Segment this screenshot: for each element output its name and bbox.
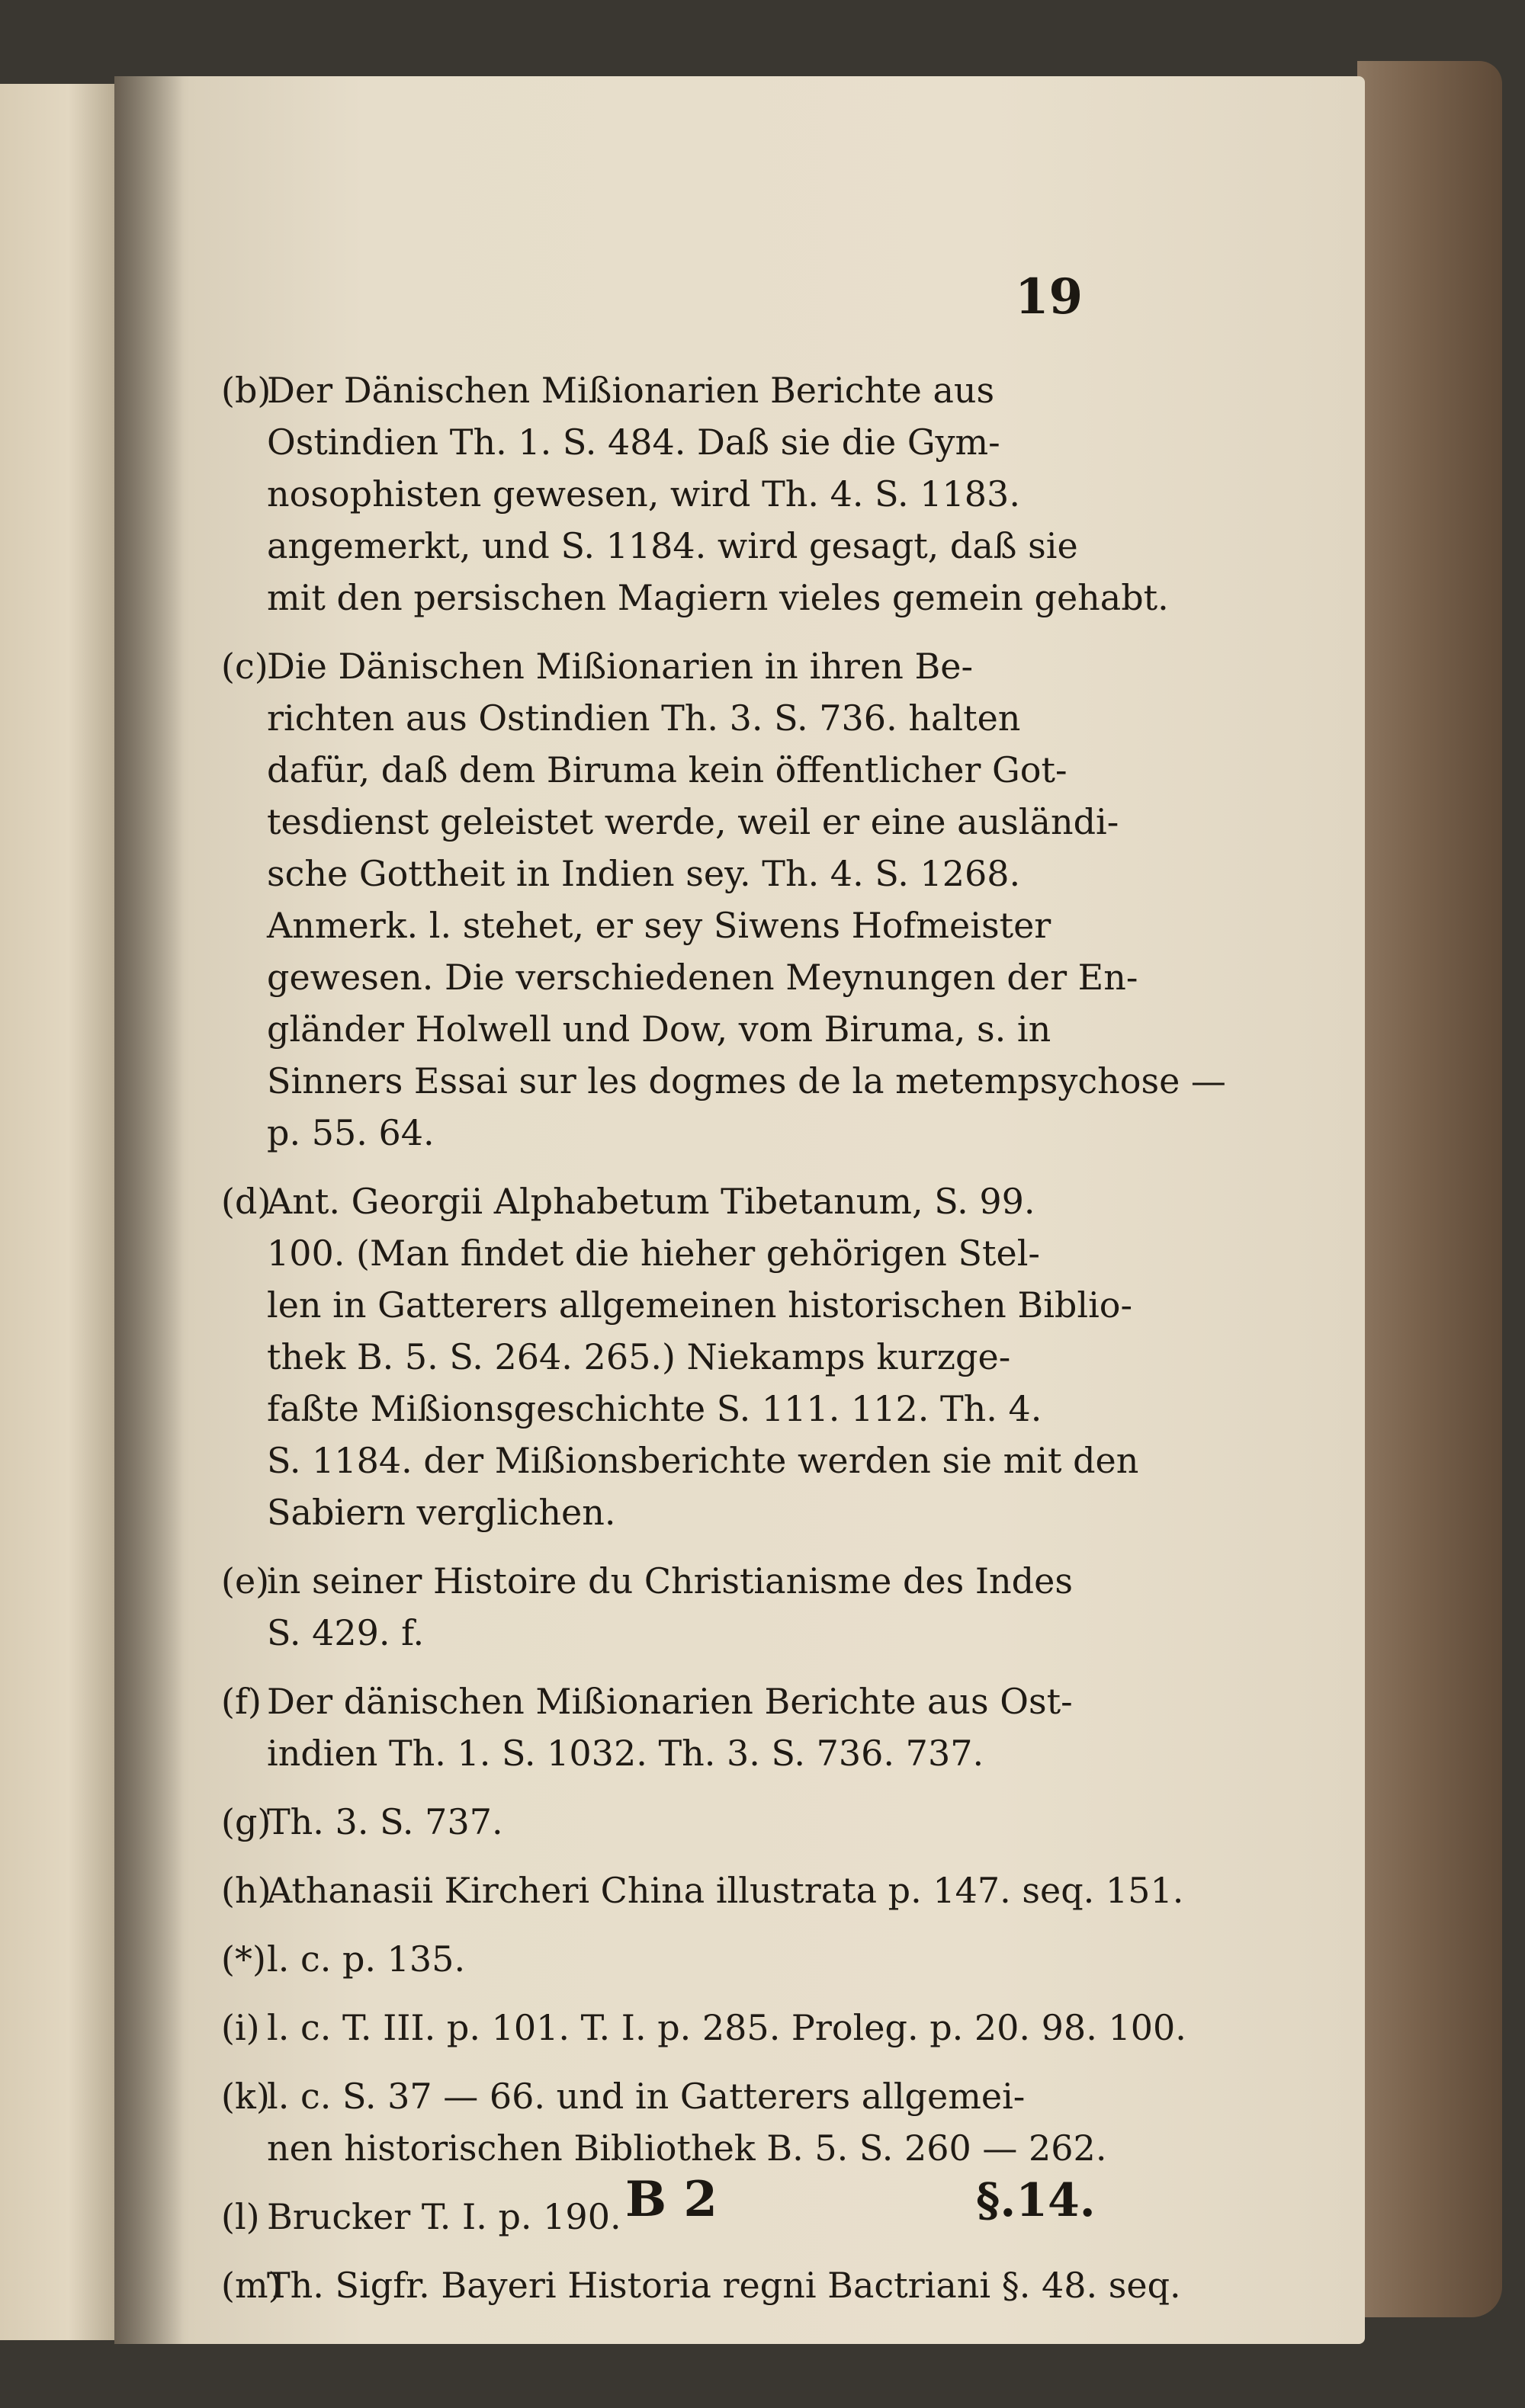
footnote-line: Th. Sigfr. Bayeri Historia regni Bactriani §. 48. seq. (267, 2265, 1181, 2306)
footnote-line: faßte Mißionsgeschichte S. 111. 112. Th. 4. (267, 1388, 1042, 1429)
footnote-mark: (f) (221, 1681, 262, 1722)
gutter-shadow (114, 76, 183, 2344)
footnote-line: Athanasii Kircheri China illustrata p. 147. seq. 151. (267, 1870, 1184, 1911)
footnote-line: mit den persischen Magiern vieles gemein gehabt. (267, 577, 1169, 618)
footnote-line: nosophisten gewesen, wird Th. 4. S. 1183. (267, 473, 1020, 515)
footnotes (221, 364, 1226, 2328)
footnote-mark: (k) (221, 2076, 270, 2117)
footnote-line: gewesen. Die verschiedenen Meynungen der En- (267, 957, 1138, 998)
footnote-mark: (g) (221, 1801, 271, 1842)
footnote-line: S. 429. f. (267, 1612, 425, 1653)
previous-page-edge (0, 84, 114, 2340)
footnote-line: indien Th. 1. S. 1032. Th. 3. S. 736. 737. (267, 1733, 984, 1774)
footnote-line: Ant. Georgii Alphabetum Tibetanum, S. 99. (267, 1181, 1035, 1222)
footnote (221, 2070, 1107, 2174)
footnote-line: Die Dänischen Mißionarien in ihren Be- (267, 646, 974, 687)
footnote-line: nen historischen Bibliothek B. 5. S. 260 — 262. (267, 2127, 1107, 2169)
catchword: §.14. (976, 2174, 1096, 2227)
book-edge (1357, 61, 1502, 2317)
footnote (221, 2259, 1181, 2311)
footnote-line: Der Dänischen Mißionarien Berichte aus (267, 370, 995, 411)
footnote-line: Brucker T. I. p. 190. (267, 2196, 621, 2237)
footnote-line: Anmerk. l. stehet, er sey Siwens Hofmeister (267, 905, 1051, 946)
footnote-line: S. 1184. der Mißionsberichte werden sie mit den (267, 1440, 1139, 1481)
footnote-line: Der dänischen Mißionarien Berichte aus Ost- (267, 1681, 1073, 1722)
footnote-line: 100. (Man findet die hieher gehörigen Stel- (267, 1233, 1040, 1274)
footnote-line: l. c. S. 37 — 66. und in Gatterers allgemei- (267, 2076, 1026, 2117)
footnote-line: tesdienst geleistet werde, weil er eine ausländi- (267, 801, 1119, 842)
footnote-line: thek B. 5. S. 264. 265.) Niekamps kurzge- (267, 1336, 1011, 1377)
footnote (221, 1796, 1075, 1848)
footnote-line: Sabiern verglichen. (267, 1492, 616, 1533)
footnote (221, 1933, 1075, 1985)
footnote-line: sche Gottheit in Indien sey. Th. 4. S. 1268. (267, 853, 1021, 894)
footnote-line: l. c. T. III. p. 101. T. I. p. 285. Proleg. p. 20. 98. 100. (267, 2007, 1186, 2048)
footnote (221, 640, 1226, 1159)
footnote (221, 1675, 1075, 1779)
footnote-line: angemerkt, und S. 1184. wird gesagt, daß sie (267, 525, 1078, 566)
signature-mark: B 2 (625, 2171, 718, 2228)
footnote-line: richten aus Ostindien Th. 3. S. 736. halten (267, 697, 1021, 739)
footnote-line: p. 55. 64. (267, 1112, 435, 1153)
footnote-mark: (c) (221, 646, 268, 687)
footnote-mark: (h) (221, 1870, 271, 1911)
footnote-line: gländer Holwell und Dow, vom Biruma, s. in (267, 1008, 1051, 1050)
footnote-mark: (d) (221, 1181, 271, 1222)
footnote (221, 2002, 1186, 2054)
footnote-mark: (i) (221, 2007, 260, 2048)
footnote-mark: (l) (221, 2196, 260, 2237)
footnote-mark: (m) (221, 2265, 282, 2306)
footnote-mark: (e) (221, 1560, 270, 1602)
footnote-line: l. c. p. 135. (267, 1938, 466, 1980)
footnote (221, 364, 1169, 624)
footnote (221, 1555, 1075, 1659)
footnote-mark: (*) (221, 1938, 266, 1980)
footnote-line: Th. 3. S. 737. (267, 1801, 503, 1842)
footnote-line: len in Gatterers allgemeinen historischen Biblio- (267, 1284, 1133, 1326)
page-number: 19 (1014, 268, 1083, 325)
footnote-line: Ostindien Th. 1. S. 484. Daß sie die Gym- (267, 422, 1000, 463)
footnote (221, 1865, 1184, 1916)
footnote-line: Sinners Essai sur les dogmes de la metempsychose — (267, 1060, 1226, 1101)
footnote-line: dafür, daß dem Biruma kein öffentlicher Got- (267, 749, 1068, 790)
footnote (221, 1175, 1139, 1538)
footnote-line: in seiner Histoire du Christianisme des Indes (267, 1560, 1073, 1602)
footnote-mark: (b) (221, 370, 271, 411)
